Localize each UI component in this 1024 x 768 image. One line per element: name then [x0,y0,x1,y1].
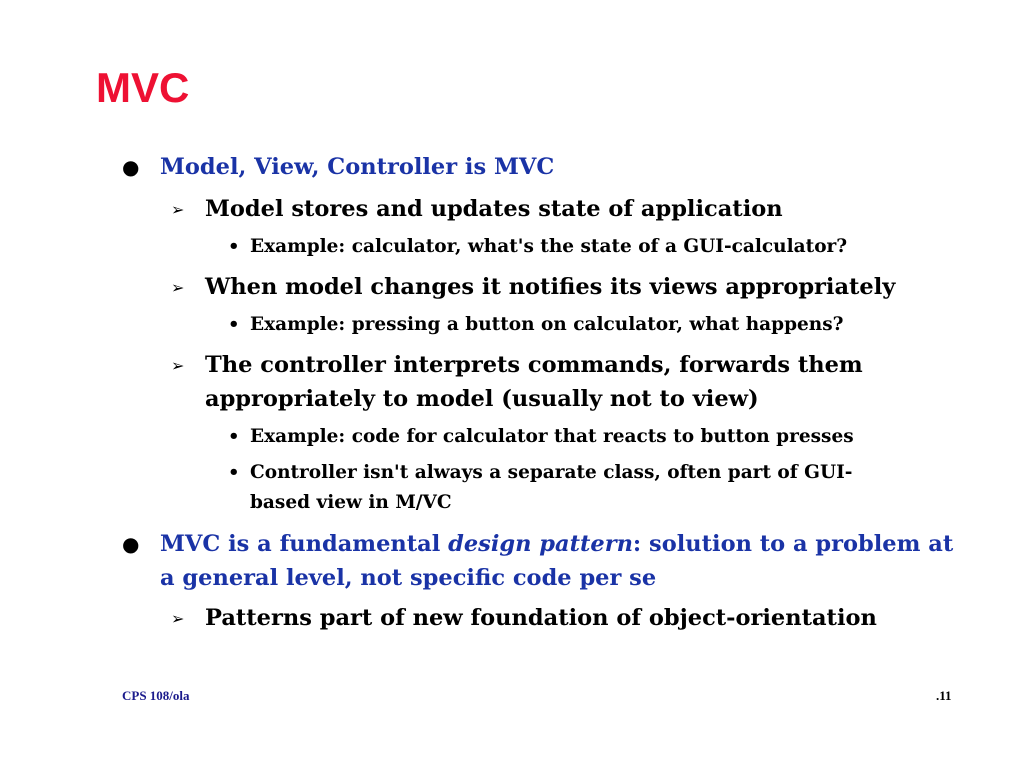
example-text: Example: code for calculator that reacts to button presses [250,426,854,447]
footer-page-number: .11 [936,688,952,703]
example-controller-not-separate [228,458,853,488]
small-bullet-icon: • [228,236,240,257]
subbullet-text-line1: The controller interprets commands, forwards them [205,352,863,378]
footer-course-label: CPS 108/ola [122,688,190,703]
example-button-press [228,310,844,340]
bullet-design-pattern [122,527,954,561]
bullet-dot-icon: ● [122,532,140,556]
example-text: Example: calculator, what's the state of a GUI-calculator? [250,236,848,257]
subbullet-model-notifies [171,270,896,304]
subbullet-text: Model stores and updates state of application [205,196,783,222]
arrowhead-icon: ➢ [171,609,185,628]
example-text-line1: Controller isn't always a separate class, often part of GUI- [250,462,853,483]
subbullet-model-stores [171,192,783,226]
bullet-design-pattern-cont [160,561,656,595]
bullet-text-line2: a general level, not specific code per se [160,565,657,591]
arrowhead-icon: ➢ [171,200,185,219]
small-bullet-icon: • [228,462,240,483]
subbullet-patterns-foundation [171,601,877,635]
subbullet-text-line2: appropriately to model (usually not to view) [205,386,759,412]
bullet-text: Model, View, Controller is MVC [160,154,555,180]
bullet-mvc-definition [122,150,555,184]
subbullet-controller-interprets-cont [205,382,759,416]
subbullet-text: When model changes it notifies its views appropriately [205,274,896,300]
bullet-text-emphasis: design pattern [448,531,633,557]
bullet-dot-icon: ● [122,155,140,179]
example-controller-not-separate-cont [250,488,452,518]
example-reacts-to-button [228,422,854,452]
bullet-text-after: : solution to a problem at [632,531,954,557]
arrowhead-icon: ➢ [171,278,185,297]
subbullet-text: Patterns part of new foundation of object-orientation [205,605,877,631]
slide-title: MVC [96,64,190,111]
example-calculator-state [228,232,848,262]
arrowhead-icon: ➢ [171,356,185,375]
bullet-text-before: MVC is a fundamental [160,531,449,557]
small-bullet-icon: • [228,426,240,447]
small-bullet-icon: • [228,314,240,335]
example-text: Example: pressing a button on calculator, what happens? [250,314,844,335]
example-text-line2: based view in M/VC [250,492,452,513]
subbullet-controller-interprets [171,348,863,382]
